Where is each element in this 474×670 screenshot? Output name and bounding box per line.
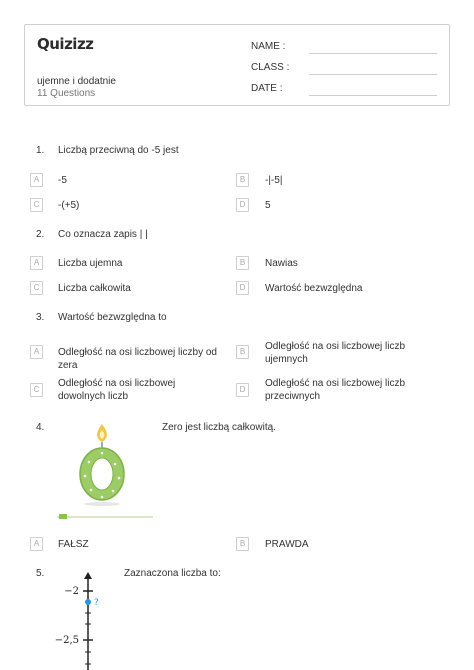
q3-option-b-letter[interactable]: B xyxy=(236,345,249,359)
q1-option-c-letter[interactable]: C xyxy=(30,198,43,212)
date-label: DATE : xyxy=(251,83,283,94)
q2-option-a-letter[interactable]: A xyxy=(30,256,43,270)
q1-option-b-text[interactable]: -|-5| xyxy=(265,175,283,186)
tick-label-top: −2 xyxy=(64,586,79,597)
question-5-number: 5. xyxy=(36,568,45,579)
q1-option-b-letter[interactable]: B xyxy=(236,173,249,187)
candle-shadow xyxy=(84,502,120,506)
candle-dot xyxy=(84,475,87,478)
q3-option-d-letter[interactable]: D xyxy=(236,383,249,397)
question-3-number: 3. xyxy=(36,312,45,323)
class-field[interactable] xyxy=(251,62,441,76)
candle-dot xyxy=(118,477,121,480)
marker-question-label: ? xyxy=(94,598,99,608)
question-4-stem: Zero jest liczbą całkowitą. xyxy=(162,422,276,433)
q2-option-d-letter[interactable]: D xyxy=(236,281,249,295)
question-2-number: 2. xyxy=(36,229,45,240)
q3-option-a-text[interactable]: Odległość na osi liczbowej liczby od zera xyxy=(58,347,217,371)
q2-option-c-text[interactable]: Liczba całkowita xyxy=(58,283,131,294)
q2-option-a-text[interactable]: Liczba ujemna xyxy=(58,258,123,269)
q1-option-d-text[interactable]: 5 xyxy=(265,200,271,211)
question-2-stem: Co oznacza zapis | | xyxy=(58,229,148,240)
number-line-svg xyxy=(55,572,115,670)
candle-dot xyxy=(101,452,104,455)
q1-option-a-text[interactable]: -5 xyxy=(58,175,67,186)
name-line xyxy=(309,53,437,54)
question-1-stem: Liczbą przeciwną do -5 jest xyxy=(58,145,179,156)
name-field[interactable] xyxy=(251,41,441,55)
class-line xyxy=(309,74,437,75)
question-4-number: 4. xyxy=(36,422,45,433)
quizizz-logo: Quizizz xyxy=(37,35,94,53)
candle-dot xyxy=(88,461,91,464)
name-label: NAME : xyxy=(251,41,286,52)
zero-inner xyxy=(91,458,113,490)
q1-option-d-letter[interactable]: D xyxy=(236,198,249,212)
class-label: CLASS : xyxy=(251,62,290,73)
question-5-stem: Zaznaczona liczba to: xyxy=(124,568,221,579)
q3-option-b-text[interactable]: Odległość na osi liczbowej liczb ujemnych xyxy=(265,341,406,365)
candle-dot xyxy=(101,496,104,499)
q3-option-a-letter[interactable]: A xyxy=(30,345,43,359)
date-line xyxy=(309,95,437,96)
zero-candle-image xyxy=(55,418,155,523)
q3-option-d-text[interactable]: Odległość na osi liczbowej liczb przeciwnych xyxy=(265,378,406,402)
worksheet-title: ujemne i dodatnie xyxy=(37,76,116,87)
candle-zero-illustration xyxy=(55,418,155,523)
q2-option-b-text[interactable]: Nawias xyxy=(265,258,298,269)
number-line-figure xyxy=(55,572,115,670)
worksheet-header xyxy=(24,24,450,106)
q4-option-b-text[interactable]: PRAWDA xyxy=(265,539,309,550)
q2-option-b-letter[interactable]: B xyxy=(236,256,249,270)
date-field[interactable] xyxy=(251,83,441,97)
q2-option-d-text[interactable]: Wartość bezwzględna xyxy=(265,283,363,294)
marker-point xyxy=(85,599,91,605)
candle-dot xyxy=(114,463,117,466)
q3-option-c-text[interactable]: Odległość na osi liczbowej dowolnych liczb xyxy=(58,378,176,402)
image-footer-strip xyxy=(57,516,153,518)
tick-label-bottom: −2,5 xyxy=(55,635,79,646)
image-footer-logo xyxy=(59,514,67,519)
q1-option-a-letter[interactable]: A xyxy=(30,173,43,187)
q3-option-c-letter[interactable]: C xyxy=(30,383,43,397)
q4-option-a-letter[interactable]: A xyxy=(30,537,43,551)
q4-option-a-text[interactable]: FAŁSZ xyxy=(58,539,89,550)
question-3-stem: Wartość bezwzględna to xyxy=(58,312,167,323)
question-1-number: 1. xyxy=(36,145,45,156)
candle-dot xyxy=(90,489,93,492)
q4-option-b-letter[interactable]: B xyxy=(236,537,249,551)
q1-option-c-text[interactable]: -(+5) xyxy=(58,200,80,211)
candle-dot xyxy=(112,490,115,493)
axis-arrow-icon xyxy=(84,572,92,579)
question-count: 11 Questions xyxy=(37,88,96,99)
q2-option-c-letter[interactable]: C xyxy=(30,281,43,295)
